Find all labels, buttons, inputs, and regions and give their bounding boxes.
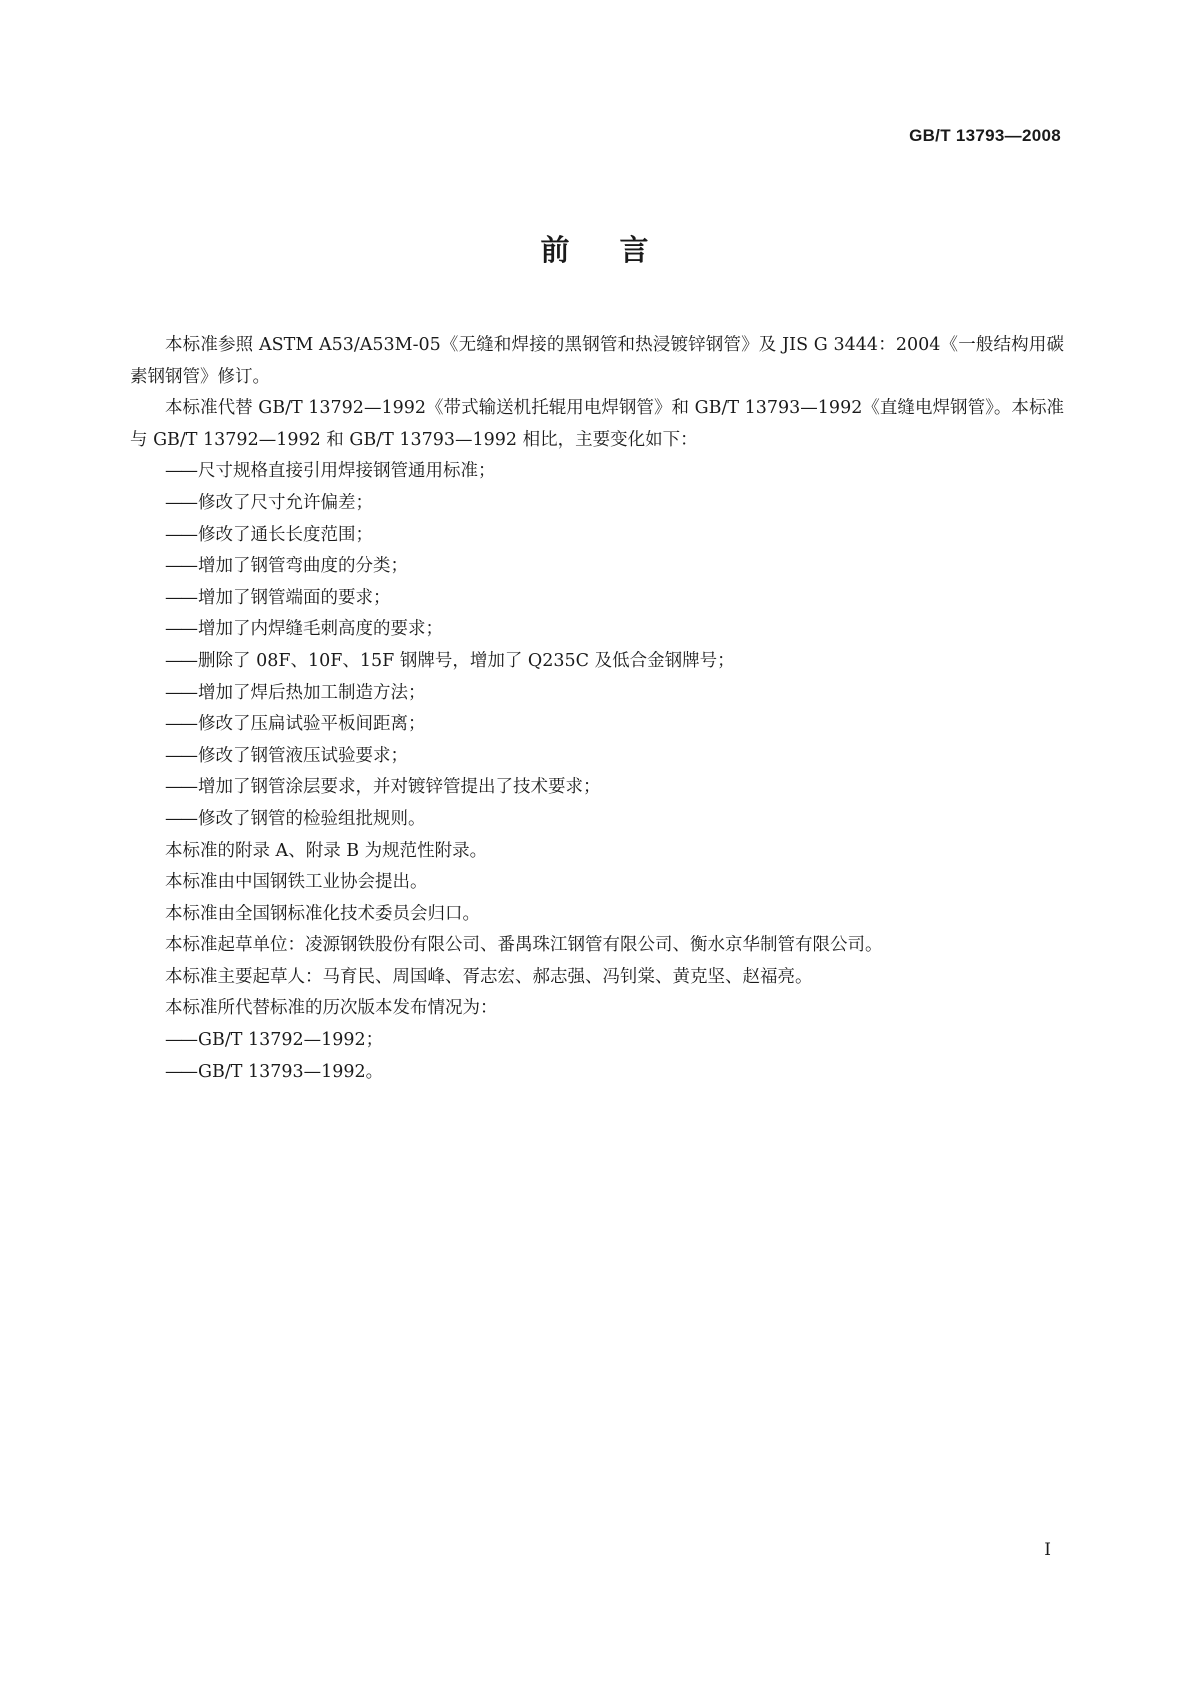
change-item: —— 增加了钢管弯曲度的分类； [130, 551, 1064, 583]
title-char-1: 前 [540, 233, 572, 267]
intro-paragraph-1: 本标准参照 ASTM A53/A53M-05《无缝和焊接的黑钢管和热浸镀锌钢管》及 JIS G 3444：2004《一般结构用碳素钢钢管》修订。 [130, 335, 1064, 387]
drafters-note: 本标准主要起草人：马育民、周国峰、胥志宏、郝志强、冯钊棠、黄克坚、赵福亮。 [165, 966, 813, 987]
intro-paragraph-2: 本标准代替 GB/T 13792—1992《带式输送机托辊用电焊钢管》和 GB/T 13793—1992《直缝电焊钢管》。本标准与 GB/T 13792—1992 和 GB/T 13793—1992 相比，主要变化如下： [130, 398, 1064, 450]
page-number: I [1044, 1540, 1051, 1560]
appendix-note: 本标准的附录 A、附录 B 为规范性附录。 [165, 840, 488, 861]
change-item: —— 增加了钢管端面的要求； [130, 583, 1064, 615]
change-item: —— 增加了内焊缝毛刺高度的要求； [130, 614, 1064, 646]
history-intro: 本标准所代替标准的历次版本发布情况为： [165, 998, 498, 1019]
change-item: —— 修改了钢管液压试验要求； [130, 741, 1064, 773]
history-list [130, 1025, 1064, 1088]
foreword-body [130, 330, 1064, 1088]
history-item: —— GB/T 13792—1992； [130, 1025, 1064, 1057]
change-item: —— 修改了尺寸允许偏差； [130, 488, 1064, 520]
list-dash: —— [165, 524, 196, 545]
page-title [0, 228, 1191, 269]
list-dash: —— [165, 714, 196, 735]
change-item: —— 尺寸规格直接引用焊接钢管通用标准； [130, 456, 1064, 488]
list-dash: —— [165, 650, 196, 671]
list-dash: —— [165, 777, 196, 798]
list-dash: —— [165, 587, 196, 608]
title-char-2: 言 [619, 233, 651, 267]
list-dash: —— [165, 619, 196, 640]
list-dash: —— [165, 492, 196, 513]
list-dash: —— [165, 745, 196, 766]
history-item: —— GB/T 13793—1992。 [130, 1057, 1064, 1089]
list-dash: —— [165, 808, 196, 829]
change-item: —— 修改了通长长度范围； [130, 520, 1064, 552]
list-dash: —— [165, 1030, 196, 1051]
managed-by-note: 本标准由全国钢标准化技术委员会归口。 [165, 903, 480, 924]
change-item: —— 增加了焊后热加工制造方法； [130, 678, 1064, 710]
changes-list [130, 456, 1064, 835]
proposed-by-note: 本标准由中国钢铁工业协会提出。 [165, 872, 428, 893]
change-item: —— 修改了钢管的检验组批规则。 [130, 804, 1064, 836]
list-dash: —— [165, 682, 196, 703]
list-dash: —— [165, 461, 196, 482]
list-dash: —— [165, 556, 196, 577]
change-item: —— 修改了压扁试验平板间距离； [130, 709, 1064, 741]
standard-code-header: GB/T 13793—2008 [909, 126, 1061, 145]
change-item: —— 删除了 08F、10F、15F 钢牌号，增加了 Q235C 及低合金钢牌号； [130, 646, 1064, 678]
drafting-units-note: 本标准起草单位：凌源钢铁股份有限公司、番禺珠江钢管有限公司、衡水京华制管有限公司。 [165, 935, 883, 956]
change-item: —— 增加了钢管涂层要求，并对镀锌管提出了技术要求； [130, 772, 1064, 804]
list-dash: —— [165, 1061, 196, 1082]
